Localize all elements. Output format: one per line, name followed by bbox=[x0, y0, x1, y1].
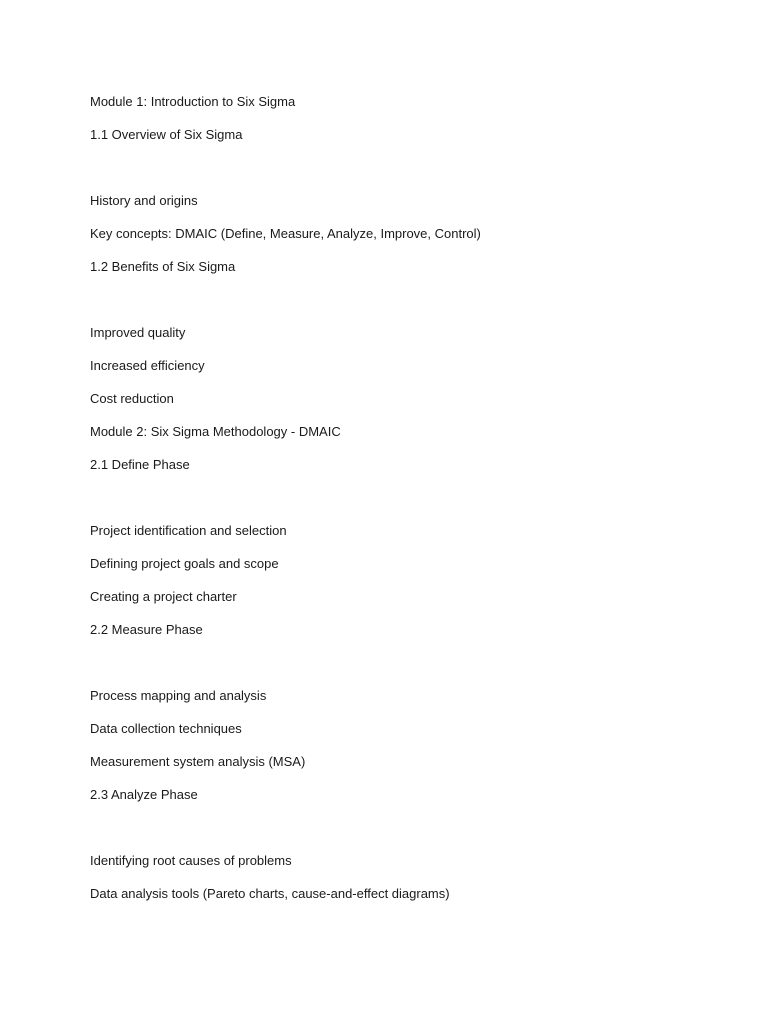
text-line: Improved quality bbox=[90, 325, 186, 340]
section-2-2-heading: 2.2 Measure Phase bbox=[90, 622, 203, 637]
text-line: Data collection techniques bbox=[90, 721, 242, 736]
text-line: Creating a project charter bbox=[90, 589, 237, 604]
module-2-heading: Module 2: Six Sigma Methodology - DMAIC bbox=[90, 424, 341, 439]
text-line: Cost reduction bbox=[90, 391, 174, 406]
section-1-1-heading: 1.1 Overview of Six Sigma bbox=[90, 127, 243, 142]
text-line: Defining project goals and scope bbox=[90, 556, 279, 571]
module-1-heading: Module 1: Introduction to Six Sigma bbox=[90, 94, 296, 109]
text-line: History and origins bbox=[90, 193, 198, 208]
text-line: Increased efficiency bbox=[90, 358, 205, 373]
text-line: Measurement system analysis (MSA) bbox=[90, 754, 306, 769]
text-line: Data analysis tools (Pareto charts, cause-and-effect diagrams) bbox=[90, 886, 450, 901]
text-line: Identifying root causes of problems bbox=[90, 853, 292, 868]
text-line: Process mapping and analysis bbox=[90, 688, 267, 703]
section-2-3-heading: 2.3 Analyze Phase bbox=[90, 787, 198, 802]
document-body bbox=[90, 93, 710, 918]
text-line: Project identification and selection bbox=[90, 523, 287, 538]
section-1-2-heading: 1.2 Benefits of Six Sigma bbox=[90, 259, 236, 274]
section-2-1-heading: 2.1 Define Phase bbox=[90, 457, 190, 472]
text-line: Key concepts: DMAIC (Define, Measure, Analyze, Improve, Control) bbox=[90, 226, 481, 241]
